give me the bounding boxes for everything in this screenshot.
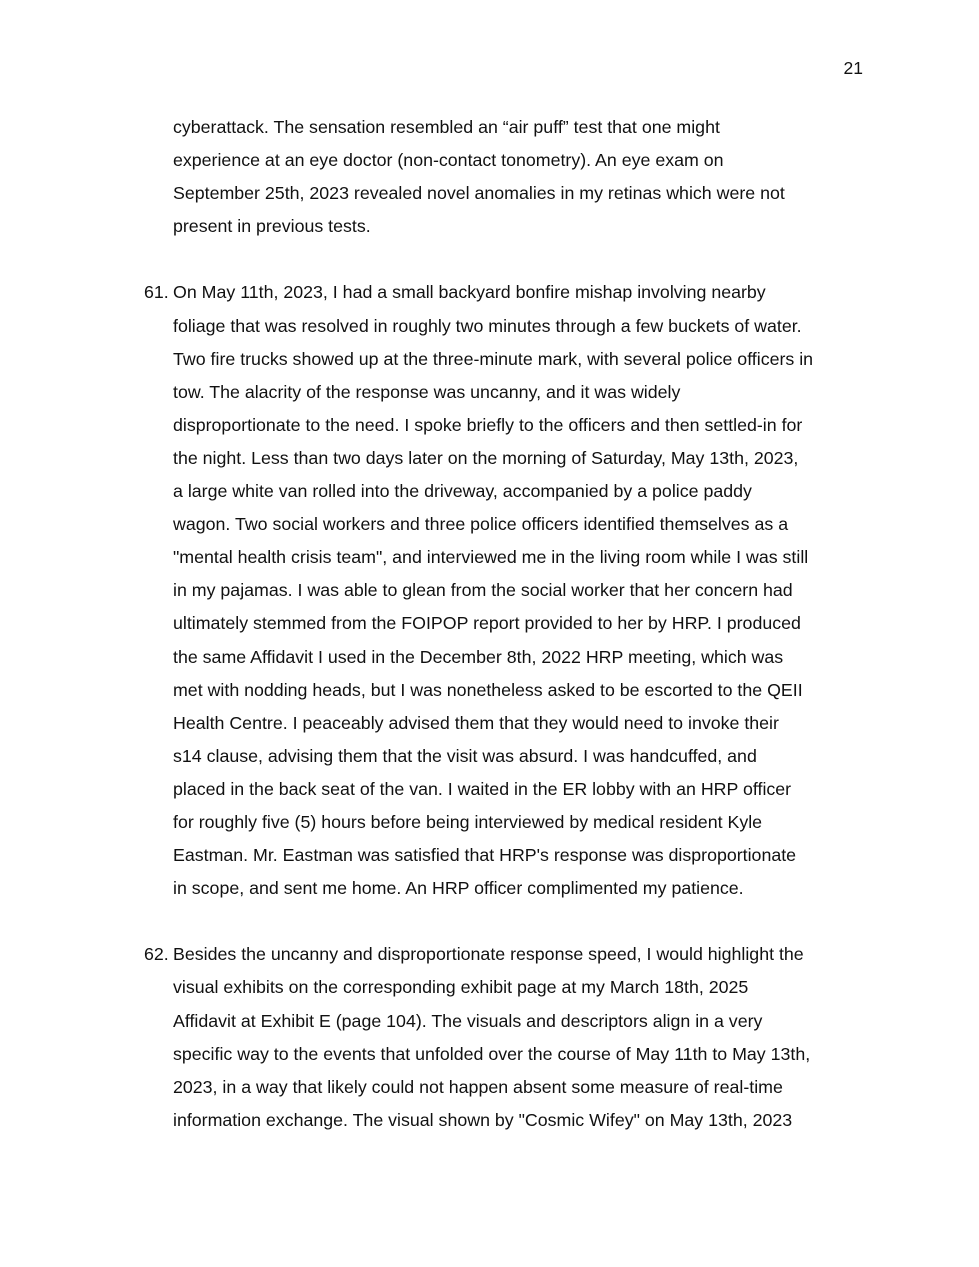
text-line: disproportionate to the need. I spoke briefly to the officers and then settled-in for: [173, 414, 803, 435]
paragraph-62: [144, 938, 879, 1137]
text-line: Health Centre. I peaceably advised them that they would need to invoke their: [173, 712, 779, 733]
text-line: Eastman. Mr. Eastman was satisfied that HRP's response was disproportionate: [173, 845, 797, 866]
text-line: in scope, and sent me home. An HRP officer complimented my patience.: [173, 878, 744, 899]
paragraph-number: 61.: [144, 282, 169, 303]
text-line: placed in the back seat of the van. I waited in the ER lobby with an HRP officer: [173, 778, 792, 799]
text-line: the night. Less than two days later on the morning of Saturday, May 13th, 2023,: [173, 447, 799, 468]
text-line: Affidavit at Exhibit E (page 104). The visuals and descriptors align in a very: [173, 1010, 763, 1031]
text-line: tow. The alacrity of the response was uncanny, and it was widely: [173, 381, 681, 402]
document-body: [144, 111, 879, 1170]
text-line: wagon. Two social workers and three police officers identified themselves as a: [173, 514, 789, 535]
paragraph-number: 62.: [144, 944, 169, 965]
text-line: in my pajamas. I was able to glean from the social worker that her concern had: [173, 580, 793, 601]
paragraph-continuation: [144, 111, 879, 243]
text-line: for roughly five (5) hours before being interviewed by medical resident Kyle: [173, 811, 763, 832]
text-line: foliage that was resolved in roughly two minutes through a few buckets of water.: [173, 315, 802, 336]
text-line: "mental health crisis team", and interviewed me in the living room while I was still: [173, 547, 809, 568]
text-line: s14 clause, advising them that the visit was absurd. I was handcuffed, and: [173, 745, 757, 766]
text-line: information exchange. The visual shown by "Cosmic Wifey" on May 13th, 2023: [173, 1109, 793, 1130]
text-line: experience at an eye doctor (non-contact tonometry). An eye exam on: [173, 150, 724, 171]
text-line: met with nodding heads, but I was nonetheless asked to be escorted to the QEII: [173, 679, 803, 700]
text-line: Two fire trucks showed up at the three-minute mark, with several police officers in: [173, 348, 814, 369]
text-line: present in previous tests.: [173, 216, 371, 237]
text-line: visual exhibits on the corresponding exhibit page at my March 18th, 2025: [173, 977, 749, 998]
text-line: ultimately stemmed from the FOIPOP report provided to her by HRP. I produced: [173, 613, 801, 634]
text-line: cyberattack. The sensation resembled an “air puff” test that one might: [173, 117, 720, 137]
text-line: 2023, in a way that likely could not happen absent some measure of real-time: [173, 1076, 783, 1097]
text-line: Besides the uncanny and disproportionate response speed, I would highlight the: [173, 944, 804, 965]
text-line: specific way to the events that unfolded over the course of May 11th to May 13th,: [173, 1043, 811, 1064]
text-line: On May 11th, 2023, I had a small backyard bonfire mishap involving nearby: [173, 282, 766, 303]
page-number: 21: [843, 58, 863, 78]
text-line: September 25th, 2023 revealed novel anomalies in my retinas which were not: [173, 183, 785, 204]
text-line: a large white van rolled into the driveway, accompanied by a police paddy: [173, 481, 752, 502]
text-line: the same Affidavit I used in the December 8th, 2022 HRP meeting, which was: [173, 646, 784, 667]
paragraph-61: [144, 276, 879, 905]
